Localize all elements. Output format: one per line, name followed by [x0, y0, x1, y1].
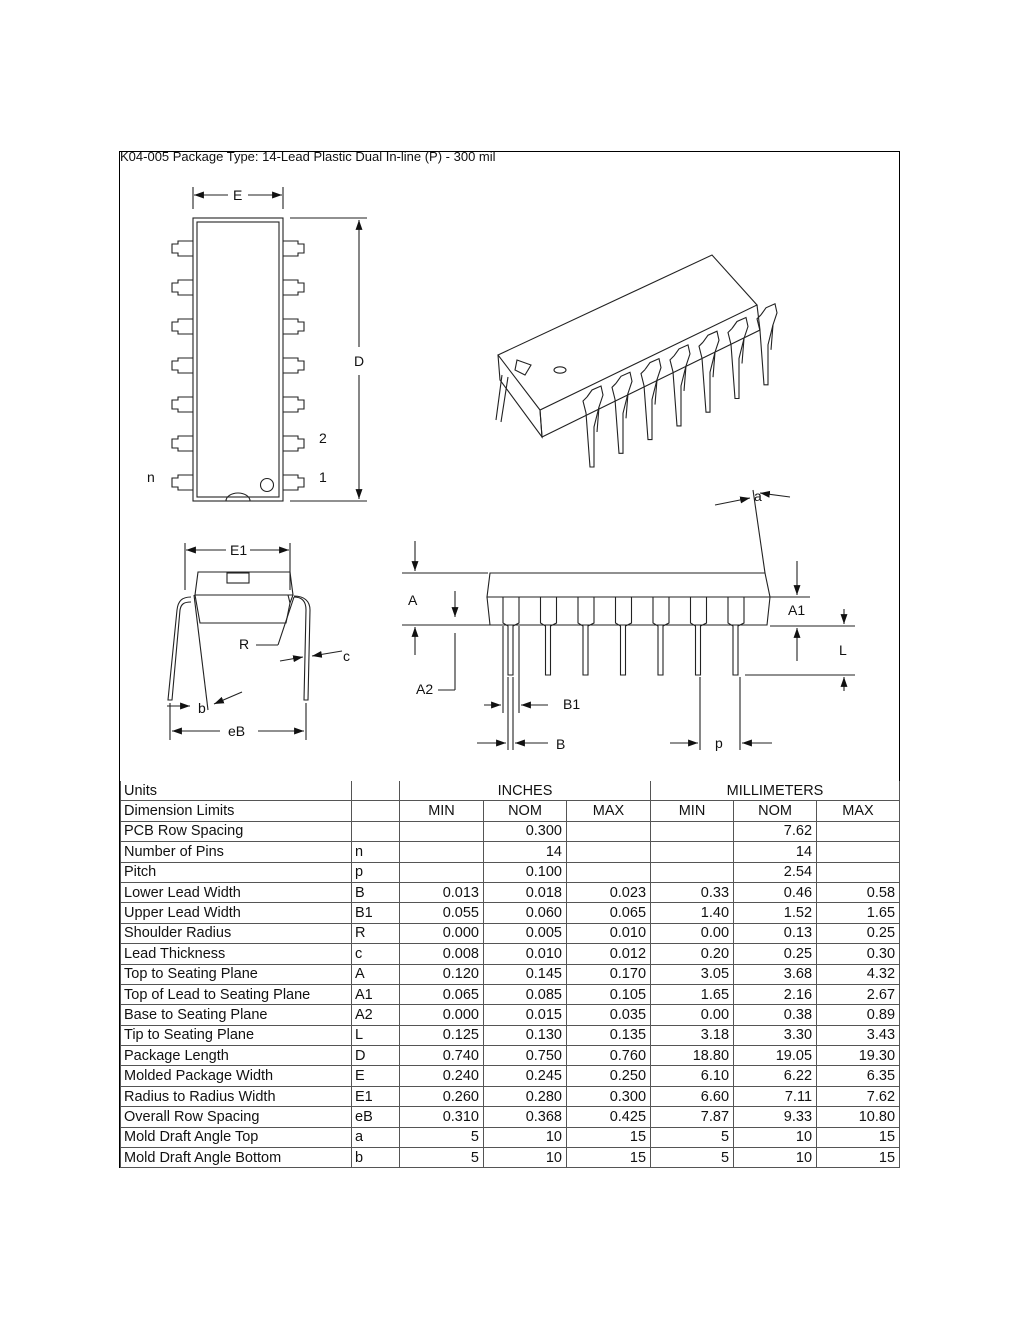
cell-name: Mold Draft Angle Top	[121, 1127, 352, 1147]
cell-mm-nom: 3.30	[734, 1025, 817, 1045]
cell-in-nom: 0.015	[484, 1005, 567, 1025]
iso-pin	[641, 370, 657, 440]
cell-mm-nom: 0.46	[734, 882, 817, 902]
cell-sym: R	[352, 923, 400, 943]
dimension-table	[120, 781, 900, 1168]
cell-in-nom: 0.018	[484, 882, 567, 902]
cell-mm-min: 3.05	[651, 964, 734, 984]
table-row	[121, 882, 900, 902]
cell-mm-min	[651, 821, 734, 841]
cell-mm-nom: 2.16	[734, 984, 817, 1004]
cell-in-nom: 0.750	[484, 1046, 567, 1066]
millimeters-header: MILLIMETERS	[651, 781, 900, 801]
label-L: L	[839, 642, 847, 658]
side-pin	[691, 597, 707, 675]
table-row	[121, 1005, 900, 1025]
cell-in-max: 0.760	[567, 1046, 651, 1066]
label-E1: E1	[230, 542, 248, 558]
top-pin-left	[172, 319, 193, 334]
cell-in-min: 0.310	[400, 1107, 484, 1127]
cell-mm-max: 10.80	[817, 1107, 900, 1127]
cell-mm-min: 0.20	[651, 944, 734, 964]
label-A2: A2	[416, 681, 434, 697]
cell-mm-max: 7.62	[817, 1086, 900, 1106]
label-c: c	[343, 648, 350, 664]
cell-mm-min: 7.87	[651, 1107, 734, 1127]
cell-mm-max: 15	[817, 1127, 900, 1147]
cell-in-min: 0.013	[400, 882, 484, 902]
iso-pin	[670, 356, 686, 426]
cell-sym: E1	[352, 1086, 400, 1106]
cell-in-max	[567, 821, 651, 841]
cell-name: Number of Pins	[121, 842, 352, 862]
label-B1: B1	[563, 696, 581, 712]
cell-name: Upper Lead Width	[121, 903, 352, 923]
top-pin-right	[283, 358, 304, 373]
side-pin	[653, 597, 669, 675]
cell-name: Package Length	[121, 1046, 352, 1066]
limits-label: Dimension Limits	[121, 801, 352, 821]
table-row	[121, 923, 900, 943]
table-row	[121, 984, 900, 1004]
table-row	[121, 944, 900, 964]
cell-mm-nom: 1.52	[734, 903, 817, 923]
cell-mm-nom: 19.05	[734, 1046, 817, 1066]
side-pin	[578, 597, 594, 675]
cell-mm-nom: 7.11	[734, 1086, 817, 1106]
cell-mm-min	[651, 842, 734, 862]
label-E: E	[233, 187, 243, 203]
cell-in-max: 0.012	[567, 944, 651, 964]
cell-mm-nom: 2.54	[734, 862, 817, 882]
cell-in-nom: 0.368	[484, 1107, 567, 1127]
cell-in-max: 15	[567, 1148, 651, 1168]
cell-name: Pitch	[121, 862, 352, 882]
top-pin-right	[283, 397, 304, 412]
cell-name: Top to Seating Plane	[121, 964, 352, 984]
cell-sym: p	[352, 862, 400, 882]
cell-name: Lead Thickness	[121, 944, 352, 964]
mm-max-header: MAX	[817, 801, 900, 821]
package-title: K04-005 Package Type: 14-Lead Plastic Dual In-line (P) - 300 mil	[120, 149, 496, 164]
cell-in-max: 0.035	[567, 1005, 651, 1025]
inches-min-header: MIN	[400, 801, 484, 821]
cell-mm-nom: 9.33	[734, 1107, 817, 1127]
cell-in-min: 0.065	[400, 984, 484, 1004]
table-row	[121, 1127, 900, 1147]
cell-in-min: 0.740	[400, 1046, 484, 1066]
cell-mm-min: 1.40	[651, 903, 734, 923]
cell-mm-max	[817, 862, 900, 882]
cell-name: Mold Draft Angle Bottom	[121, 1148, 352, 1168]
cell-sym: A1	[352, 984, 400, 1004]
table-row	[121, 1107, 900, 1127]
dimension-labels	[147, 187, 847, 752]
cell-sym: L	[352, 1025, 400, 1045]
cell-in-max: 0.250	[567, 1066, 651, 1086]
cell-mm-min: 0.33	[651, 882, 734, 902]
top-pin-right	[283, 319, 304, 334]
cell-in-min	[400, 821, 484, 841]
table-row	[121, 821, 900, 841]
cell-sym: eB	[352, 1107, 400, 1127]
cell-mm-nom: 10	[734, 1148, 817, 1168]
cell-mm-nom: 7.62	[734, 821, 817, 841]
cell-sym: B	[352, 882, 400, 902]
cell-mm-min: 6.10	[651, 1066, 734, 1086]
mm-min-header: MIN	[651, 801, 734, 821]
label-b: b	[198, 700, 206, 716]
cell-mm-nom: 6.22	[734, 1066, 817, 1086]
cell-in-min: 0.055	[400, 903, 484, 923]
label-pin1: 1	[319, 469, 327, 485]
cell-mm-max: 0.25	[817, 923, 900, 943]
label-A1: A1	[788, 602, 806, 618]
table-row	[121, 1025, 900, 1045]
table-row	[121, 842, 900, 862]
cell-name: Lower Lead Width	[121, 882, 352, 902]
top-pin-left	[172, 436, 193, 451]
cell-in-max: 15	[567, 1127, 651, 1147]
cell-in-max	[567, 842, 651, 862]
table-row	[121, 1086, 900, 1106]
cell-mm-max: 4.32	[817, 964, 900, 984]
top-pin-right	[283, 436, 304, 451]
cell-sym: c	[352, 944, 400, 964]
cell-name: Shoulder Radius	[121, 923, 352, 943]
cell-sym	[352, 821, 400, 841]
label-p: p	[715, 735, 723, 751]
cell-sym: E	[352, 1066, 400, 1086]
cell-name: PCB Row Spacing	[121, 821, 352, 841]
cell-mm-max: 2.67	[817, 984, 900, 1004]
cell-mm-min	[651, 862, 734, 882]
side-pin	[541, 597, 557, 675]
top-pin-left	[172, 475, 193, 490]
cell-in-min: 0.000	[400, 923, 484, 943]
mm-nom-header: NOM	[734, 801, 817, 821]
cell-mm-nom: 0.38	[734, 1005, 817, 1025]
cell-mm-nom: 0.13	[734, 923, 817, 943]
cell-in-min	[400, 862, 484, 882]
cell-in-nom: 0.130	[484, 1025, 567, 1045]
cell-in-max: 0.105	[567, 984, 651, 1004]
cell-sym: D	[352, 1046, 400, 1066]
cell-mm-max: 19.30	[817, 1046, 900, 1066]
cell-in-nom: 0.300	[484, 821, 567, 841]
cell-mm-max	[817, 821, 900, 841]
top-pin-right	[283, 475, 304, 490]
cell-mm-min: 0.00	[651, 1005, 734, 1025]
label-D: D	[354, 353, 365, 369]
cell-sym: B1	[352, 903, 400, 923]
cell-name: Overall Row Spacing	[121, 1107, 352, 1127]
cell-in-max: 0.425	[567, 1107, 651, 1127]
cell-in-min: 0.120	[400, 964, 484, 984]
top-view	[172, 187, 367, 501]
cell-in-min: 5	[400, 1127, 484, 1147]
cell-name: Top of Lead to Seating Plane	[121, 984, 352, 1004]
label-n: n	[147, 469, 155, 485]
cell-name: Base to Seating Plane	[121, 1005, 352, 1025]
cell-mm-max: 0.30	[817, 944, 900, 964]
units-row	[121, 781, 900, 801]
table-row	[121, 1046, 900, 1066]
label-B: B	[556, 736, 566, 752]
label-R: R	[239, 636, 250, 652]
cell-mm-min: 18.80	[651, 1046, 734, 1066]
cell-mm-max: 6.35	[817, 1066, 900, 1086]
cell-in-nom: 0.100	[484, 862, 567, 882]
cell-in-nom: 0.060	[484, 903, 567, 923]
side-pin	[616, 597, 632, 675]
cell-mm-max: 15	[817, 1148, 900, 1168]
cell-in-nom: 0.280	[484, 1086, 567, 1106]
cell-in-nom: 0.005	[484, 923, 567, 943]
cell-in-nom: 0.085	[484, 984, 567, 1004]
isometric-view	[496, 255, 777, 467]
cell-mm-nom: 14	[734, 842, 817, 862]
top-pin-right	[283, 241, 304, 256]
cell-sym: A2	[352, 1005, 400, 1025]
cell-mm-min: 5	[651, 1148, 734, 1168]
cell-in-max: 0.010	[567, 923, 651, 943]
label-a: a	[754, 488, 762, 504]
top-pin-left	[172, 397, 193, 412]
side-pin	[728, 597, 744, 675]
cell-in-min: 0.008	[400, 944, 484, 964]
cell-in-nom: 10	[484, 1148, 567, 1168]
table-row	[121, 1066, 900, 1086]
package-drawing	[120, 165, 900, 780]
cell-in-min: 0.000	[400, 1005, 484, 1025]
cell-in-min: 0.125	[400, 1025, 484, 1045]
cell-in-max: 0.170	[567, 964, 651, 984]
cell-in-max: 0.065	[567, 903, 651, 923]
cell-name: Molded Package Width	[121, 1066, 352, 1086]
cell-mm-min: 5	[651, 1127, 734, 1147]
cell-in-min: 0.240	[400, 1066, 484, 1086]
cell-mm-nom: 10	[734, 1127, 817, 1147]
cell-mm-min: 0.00	[651, 923, 734, 943]
cell-mm-max: 0.58	[817, 882, 900, 902]
cell-sym: A	[352, 964, 400, 984]
units-label: Units	[121, 781, 352, 801]
cell-in-min	[400, 842, 484, 862]
limits-row	[121, 801, 900, 821]
table-row	[121, 903, 900, 923]
iso-pin	[612, 383, 628, 453]
label-A: A	[408, 592, 418, 608]
table-row	[121, 964, 900, 984]
cell-in-nom: 0.145	[484, 964, 567, 984]
cell-in-nom: 0.245	[484, 1066, 567, 1086]
label-eB: eB	[228, 723, 246, 739]
top-pin-right	[283, 280, 304, 295]
side-pin	[503, 597, 519, 675]
cell-sym: n	[352, 842, 400, 862]
cell-mm-nom: 3.68	[734, 964, 817, 984]
cell-in-max: 0.023	[567, 882, 651, 902]
cell-in-nom: 14	[484, 842, 567, 862]
top-pin-left	[172, 241, 193, 256]
cell-mm-max	[817, 842, 900, 862]
inches-nom-header: NOM	[484, 801, 567, 821]
inches-max-header: MAX	[567, 801, 651, 821]
cell-in-nom: 10	[484, 1127, 567, 1147]
top-pin-left	[172, 280, 193, 295]
cell-mm-max: 0.89	[817, 1005, 900, 1025]
cell-mm-nom: 0.25	[734, 944, 817, 964]
cell-mm-max: 1.65	[817, 903, 900, 923]
table-row	[121, 1148, 900, 1168]
cell-mm-min: 3.18	[651, 1025, 734, 1045]
cell-in-min: 0.260	[400, 1086, 484, 1106]
cell-mm-max: 3.43	[817, 1025, 900, 1045]
table-row	[121, 862, 900, 882]
cell-sym: a	[352, 1127, 400, 1147]
cell-in-max: 0.300	[567, 1086, 651, 1106]
label-pin2: 2	[319, 430, 327, 446]
cell-mm-min: 1.65	[651, 984, 734, 1004]
end-view	[167, 543, 342, 740]
side-view	[402, 490, 855, 750]
cell-in-nom: 0.010	[484, 944, 567, 964]
top-pin-left	[172, 358, 193, 373]
cell-name: Radius to Radius Width	[121, 1086, 352, 1106]
iso-pin	[583, 397, 599, 467]
cell-in-max	[567, 862, 651, 882]
cell-name: Tip to Seating Plane	[121, 1025, 352, 1045]
cell-in-min: 5	[400, 1148, 484, 1168]
cell-in-max: 0.135	[567, 1025, 651, 1045]
inches-header: INCHES	[400, 781, 651, 801]
cell-mm-min: 6.60	[651, 1086, 734, 1106]
cell-sym: b	[352, 1148, 400, 1168]
